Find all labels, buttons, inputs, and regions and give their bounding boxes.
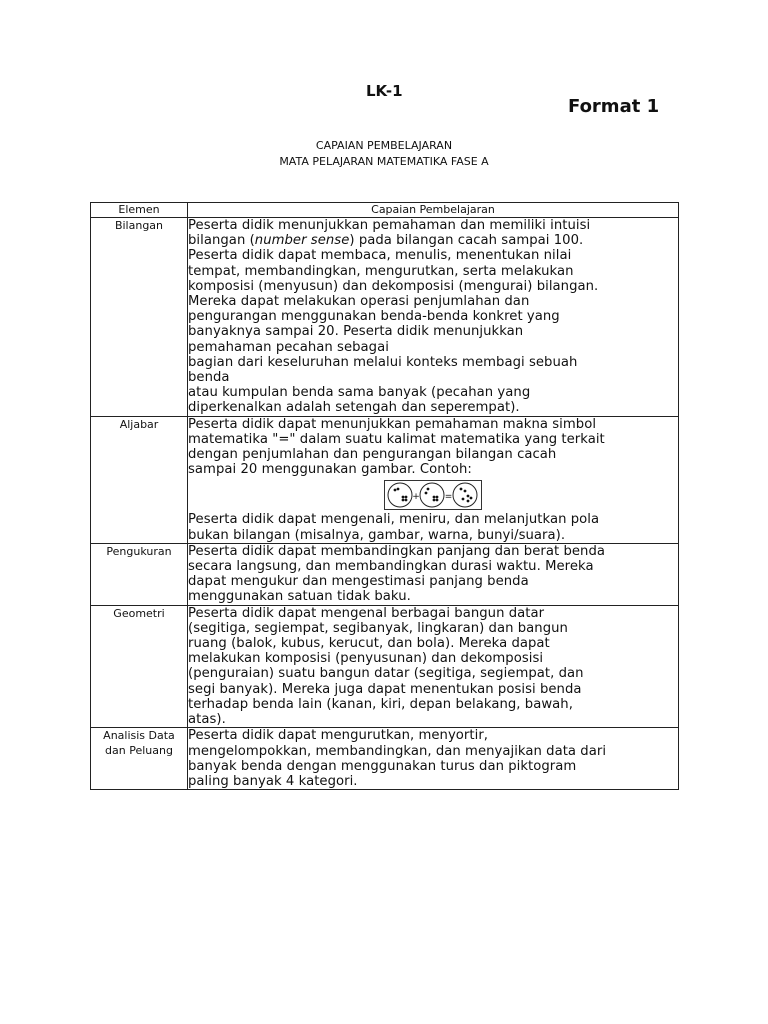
element-cell xyxy=(91,605,188,728)
outcome-line: diperkenalkan adalah setengah dan seperempat). xyxy=(188,400,520,416)
outcome-line: Peserta didik dapat menunjukkan pemahaman makna simbol xyxy=(188,416,597,432)
learning-outcomes-table xyxy=(90,202,679,790)
outcome-line: ruang (balok, kubus, kerucut, dan bola). Mereka dapat xyxy=(188,636,550,652)
outcome-line: Peserta didik dapat membandingkan panjang dan berat benda xyxy=(188,543,605,559)
outcome-line: bukan bilangan (misalnya, gambar, warna, bunyi/suara). xyxy=(188,527,566,543)
table-row xyxy=(91,218,679,417)
document-title: CAPAIAN PEMBELAJARAN xyxy=(315,139,453,152)
format-label: Format 1 xyxy=(568,96,660,117)
outcome-line: Peserta didik dapat mengurutkan, menyortir, xyxy=(188,728,489,744)
element-cell xyxy=(91,543,188,605)
outcome-line: komposisi (menyusun) dan dekomposisi (mengurai) bilangan. xyxy=(188,278,599,294)
outcome-line: Peserta didik menunjukkan pemahaman dan memiliki intuisi xyxy=(188,218,591,233)
outcome-line: terhadap benda lain (kanan, kiri, depan belakang, bawah, xyxy=(188,696,573,712)
table-row xyxy=(91,605,679,728)
document-subtitle: MATA PELAJARAN MATEMATIKA FASE A xyxy=(279,155,489,168)
outcome-line: banyaknya sampai 20. Peserta didik menunjukkan xyxy=(188,324,524,340)
outcome-line: banyak benda dengan menggunakan turus dan piktogram xyxy=(188,758,577,774)
header-capaian: Capaian Pembelajaran xyxy=(188,203,679,218)
equals-sign: = xyxy=(444,492,453,503)
element-cell xyxy=(91,416,188,543)
equation-figure xyxy=(188,477,678,512)
outcome-cell xyxy=(188,416,679,543)
table-row xyxy=(91,728,679,790)
outcome-line: atas). xyxy=(188,712,226,728)
table-header-row xyxy=(91,203,679,218)
outcome-line: (segitiga, segiempat, segibanyak, lingkaran) dan bangun xyxy=(188,620,568,636)
element-name: Geometri xyxy=(113,606,165,620)
outcome-line: melakukan komposisi (penyusunan) dan dekomposisi xyxy=(188,651,544,667)
table-row xyxy=(91,416,679,543)
outcome-line: bagian dari keseluruhan melalui konteks membagi sebuah xyxy=(188,354,578,370)
outcome-italic-term: number sense xyxy=(254,233,350,249)
table-row xyxy=(91,543,679,605)
element-name: dan Peluang xyxy=(105,744,173,758)
outcome-line: Mereka dapat melakukan operasi penjumlahan dan xyxy=(188,294,530,310)
outcome-line: matematika "=" dalam suatu kalimat matematika yang terkait xyxy=(188,431,605,447)
element-name: Bilangan xyxy=(114,219,164,232)
plus-sign: + xyxy=(412,492,420,503)
outcome-cell xyxy=(188,605,679,728)
element-cell xyxy=(91,218,188,417)
outcome-line: pengurangan menggunakan benda-benda konkret yang xyxy=(188,309,560,325)
outcome-line: dapat mengukur dan mengestimasi panjang benda xyxy=(188,574,529,590)
outcome-line: Peserta didik dapat mengenali, meniru, dan melanjutkan pola xyxy=(188,512,600,528)
outcome-line: paling banyak 4 kategori. xyxy=(188,773,358,789)
outcome-line: Peserta didik dapat membaca, menulis, menentukan nilai xyxy=(188,248,572,264)
element-name: Analisis Data xyxy=(103,729,175,743)
outcome-line: atau kumpulan benda sama banyak (pecahan yang xyxy=(188,385,531,401)
worksheet-code: LK-1 xyxy=(366,82,403,100)
outcome-line: pemahaman pecahan sebagai xyxy=(188,339,389,355)
outcome-line: secara langsung, dan membandingkan durasi waktu. Mereka xyxy=(188,559,594,575)
element-name: Pengukuran xyxy=(106,544,172,558)
outcome-line: sampai 20 menggunakan gambar. Contoh: xyxy=(188,462,472,478)
outcome-line: mengelompokkan, membandingkan, dan menyajikan data dari xyxy=(188,743,607,759)
outcome-cell xyxy=(188,543,679,605)
element-cell xyxy=(91,728,188,790)
outcome-line: benda xyxy=(188,370,230,386)
dots-equation-illustration xyxy=(384,480,482,510)
element-name: Aljabar xyxy=(119,417,159,431)
outcome-line: bilangan (number sense) pada bilangan cacah sampai 100. xyxy=(188,233,584,249)
outcome-line: menggunakan satuan tidak baku. xyxy=(188,589,411,605)
outcome-line: segi banyak). Mereka juga dapat menentukan posisi benda xyxy=(188,681,582,697)
outcome-cell xyxy=(188,728,679,790)
outcome-line: (penguraian) suatu bangun datar (segitiga, segiempat, dan xyxy=(188,666,584,682)
outcome-line: dengan penjumlahan dan pengurangan bilangan cacah xyxy=(188,447,557,463)
outcome-text: ) pada bilangan cacah sampai 100. xyxy=(349,233,584,249)
header-elemen: Elemen xyxy=(91,203,188,218)
outcome-line: tempat, membandingkan, mengurutkan, serta melakukan xyxy=(188,263,574,279)
outcome-text: bilangan xyxy=(188,233,250,249)
outcome-line: Peserta didik dapat mengenal berbagai bangun datar xyxy=(188,605,545,621)
outcome-cell xyxy=(188,218,679,417)
